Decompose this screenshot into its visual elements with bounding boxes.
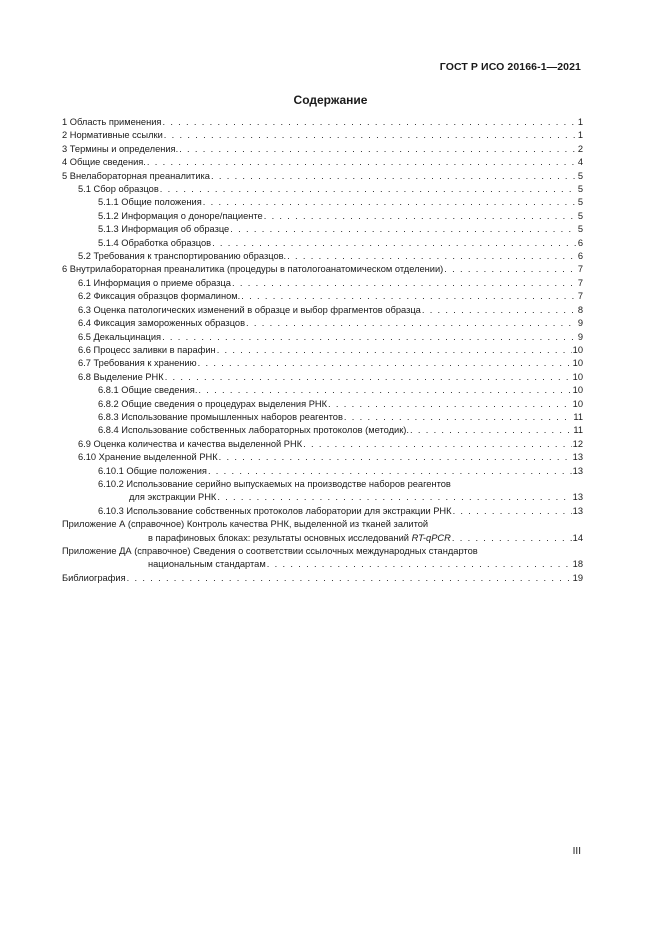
toc-entry[interactable]: 5.1.4 Обработка образцов . . . 6 <box>62 237 583 250</box>
toc-entry-line1[interactable]: Приложение ДА (справочное) Сведения о соответствии ссылочных международных стандартов <box>62 546 478 556</box>
toc-entry[interactable]: 6.8 Выделение РНК . . . 10 <box>62 371 583 384</box>
toc-entry-line2[interactable]: национальным стандартам . . . 18 <box>62 558 583 571</box>
toc-entry[interactable]: 6.6 Процесс заливки в парафин . . . 10 <box>62 344 583 357</box>
toc-entry[interactable]: 5.2 Требования к транспортированию образцов. . . . 6 <box>62 250 583 263</box>
toc-entry[interactable]: 6.7 Требования к хранению . . . 10 <box>62 357 583 370</box>
toc-entry[interactable]: 6 Внутрилабораторная преаналитика (процедуры в патологоанатомическом отделении) . . . 7 <box>62 263 583 276</box>
toc-entry[interactable]: 5.1 Сбор образцов . . . 5 <box>62 183 583 196</box>
toc-entry[interactable]: 4 Общие сведения. . . . 4 <box>62 156 583 169</box>
toc-entry[interactable]: 6.3 Оценка патологических изменений в образце и выбор фрагментов образца . . . 8 <box>62 304 583 317</box>
toc-entry[interactable]: 3 Термины и определения. . . . 2 <box>62 143 583 156</box>
document-number: ГОСТ Р ИСО 20166-1—2021 <box>439 61 581 73</box>
toc-entry[interactable]: 6.10.1 Общие положения . . . 13 <box>62 465 583 478</box>
toc-entry[interactable]: 6.8.2 Общие сведения о процедурах выделения РНК . . . 10 <box>62 398 583 411</box>
toc-entry[interactable]: 5.1.2 Информация о доноре/пациенте . . . 5 <box>62 210 583 223</box>
toc-entry[interactable]: 6.2 Фиксация образцов формалином. . . . 7 <box>62 290 583 303</box>
toc-entry[interactable]: 5 Внелабораторная преаналитика . . . 5 <box>62 170 583 183</box>
toc-entry[interactable]: 2 Нормативные ссылки . . . 1 <box>62 129 583 142</box>
toc-entry-line2[interactable]: для экстракции РНК . . . 13 <box>62 491 583 504</box>
toc-entry-line2[interactable]: в парафиновых блоках: результаты основных исследований RT-qPCR . . . 14 <box>62 532 583 545</box>
page-number: III <box>572 846 581 857</box>
toc-entry[interactable]: 6.1 Информация о приеме образца . . . 7 <box>62 277 583 290</box>
toc-entry[interactable]: 6.8.4 Использование собственных лабораторных протоколов (методик). . . . 11 <box>62 424 583 437</box>
toc-entry[interactable]: 6.10 Хранение выделенной РНК . . . 13 <box>62 451 583 464</box>
toc-entry[interactable]: 6.5 Декальцинация . . . 9 <box>62 331 583 344</box>
toc-entry[interactable]: 6.8.3 Использование промышленных наборов реагентов . . . 11 <box>62 411 583 424</box>
toc-entry[interactable]: 6.4 Фиксация замороженных образцов . . . 9 <box>62 317 583 330</box>
toc-entry[interactable]: 6.10.3 Использование собственных протоколов лаборатории для экстракции РНК . . . 13 <box>62 505 583 518</box>
toc-entry[interactable]: 5.1.3 Информация об образце . . . 5 <box>62 223 583 236</box>
toc-entry[interactable]: Библиография . . . 19 <box>62 572 583 585</box>
toc-entry-line1[interactable]: 6.10.2 Использование серийно выпускаемых на производстве наборов реагентов <box>98 478 451 489</box>
toc-entry[interactable]: 6.8.1 Общие сведения. . . . 10 <box>62 384 583 397</box>
toc-entry[interactable]: 5.1.1 Общие положения . . . 5 <box>62 196 583 209</box>
toc-entry-line1[interactable]: Приложение А (справочное) Контроль качества РНК, выделенной из тканей залитой <box>62 519 429 530</box>
toc-entry[interactable]: 6.9 Оценка количества и качества выделенной РНК . . . 12 <box>62 438 583 451</box>
table-of-contents <box>62 116 583 585</box>
toc-entry[interactable]: 1 Область применения . . . 1 <box>62 116 583 129</box>
page-title: Содержание <box>293 93 368 107</box>
